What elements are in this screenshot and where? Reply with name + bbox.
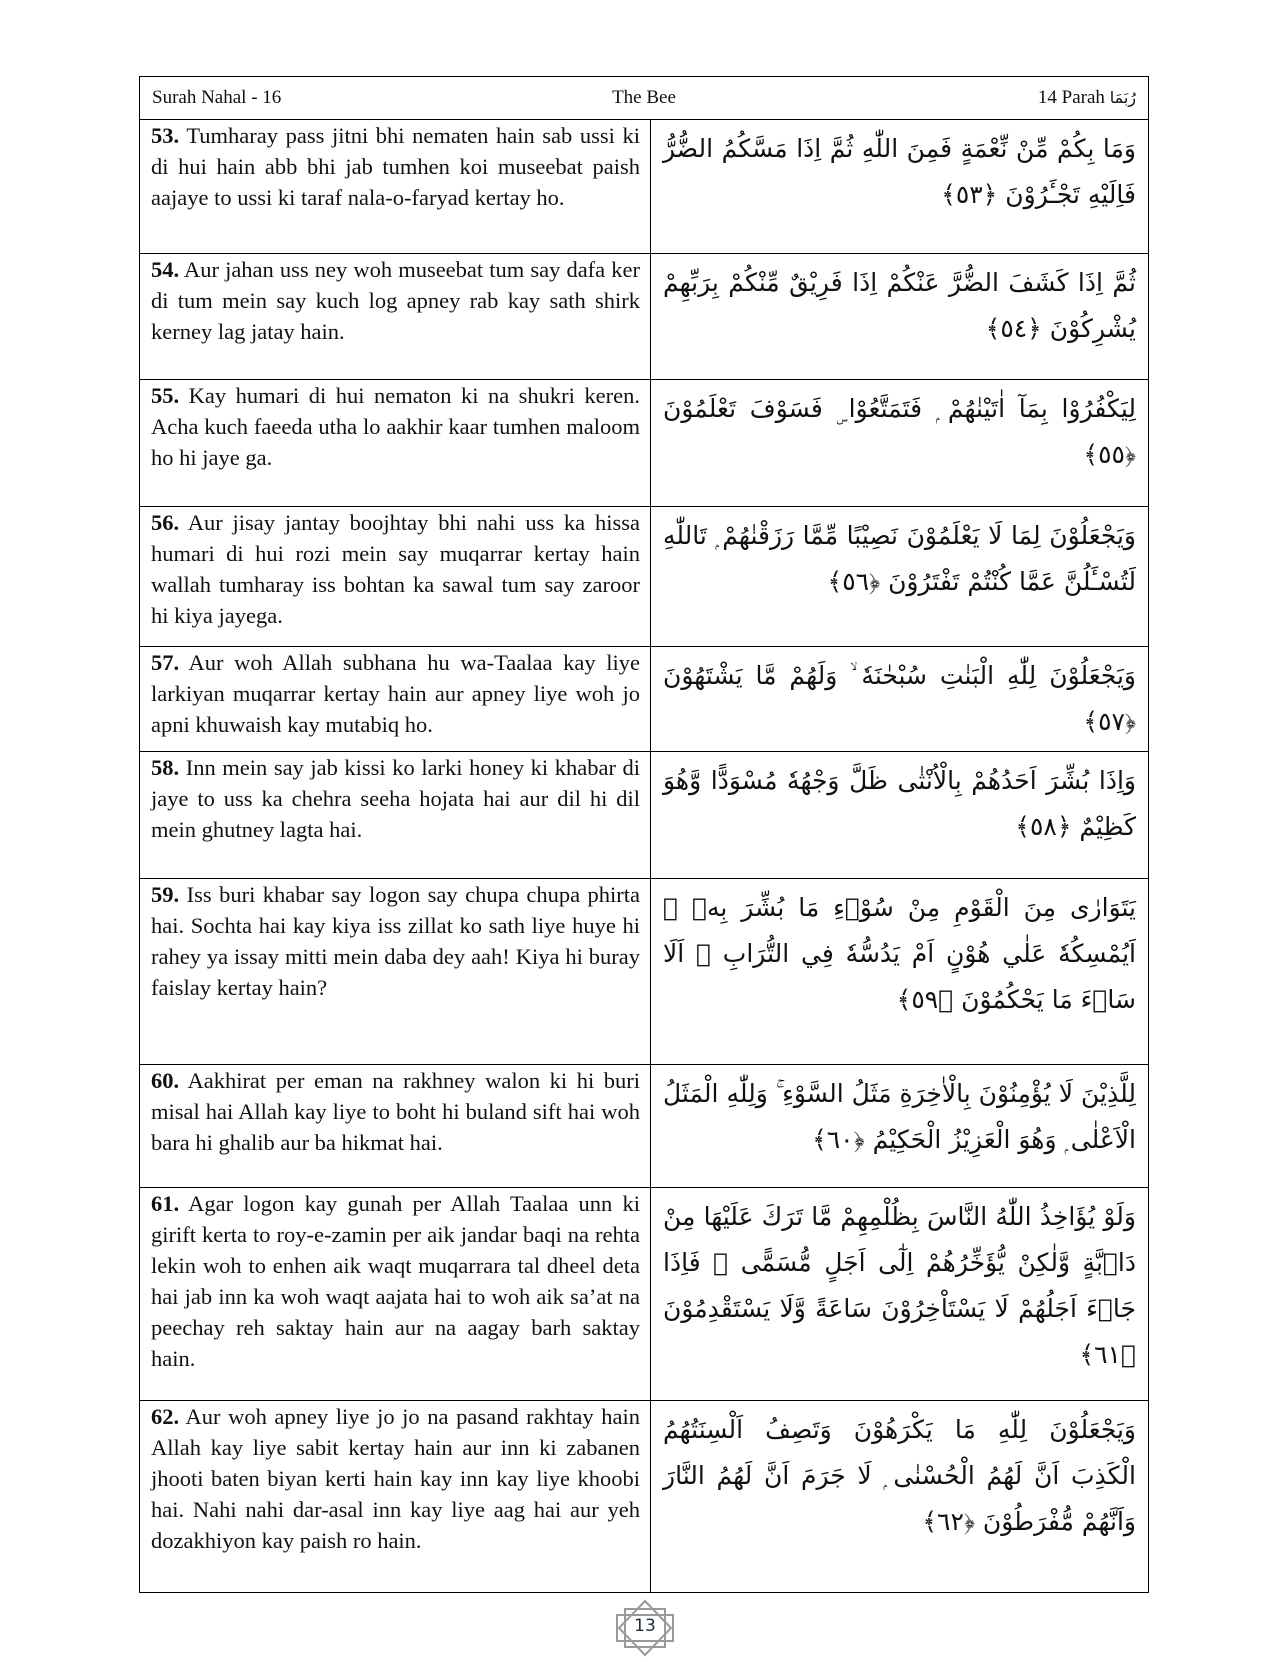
verse-number: 53. (151, 123, 180, 148)
surah-english-name: The Bee (612, 87, 676, 108)
arabic-verse: وَيَجْعَلُوْنَ لِمَا لَا يَعْلَمُوْنَ نَصِيْبًا مِّمَّا رَزَقْنٰهُمْ ۭ تَاللّٰهِ لَتُسْـَٔلُنَّ عَمَّا كُنْتُمْ تَفْتَرُوْنَ ﴿٥٦﴾ (663, 521, 1136, 596)
translation-cell (140, 254, 651, 379)
translation-cell (140, 1188, 651, 1400)
page-number: 13 (634, 1616, 656, 1636)
translation-cell (140, 1065, 651, 1187)
verse-row (140, 1065, 1148, 1188)
translation-cell (140, 120, 651, 253)
translation-cell (140, 380, 651, 506)
translation-text: Aur woh Allah subhana hu wa-Taalaa kay liye larkiyan muqarrar kertay hain aur apney liye woh jo apni khuwaish kay mutabiq ho. (151, 650, 641, 737)
arabic-verse: يَتَوَارٰى مِنَ الْقَوْمِ مِنْ سُوْۗءِ مَا بُشِّرَ بِهٖ ۭ اَيُمْسِكُهٗ عَلٰي هُوْنٍ اَمْ يَدُسُّهٗ فِي التُّرَابِ ۭ اَلَا سَاۗءَ مَا يَحْكُمُوْنَ ﴿٥٩﴾ (663, 893, 1136, 1014)
translation-text: Inn mein say jab kissi ko larki honey ki khabar di jaye to uss ka chehra seeha hojata hai aur dil hi dil mein ghutney lagta hai. (151, 755, 641, 842)
verse-number: 58. (151, 755, 180, 780)
surah-title: Surah Nahal - 16 (152, 87, 282, 108)
translation-text: Kay humari di hui nematon ki na shukri keren. Acha kuch faeeda utha lo aakhir kaar tumhen maloom ho hi jaye ga. (151, 383, 640, 470)
parah-label (808, 87, 1136, 109)
arabic-verse: ثُمَّ اِذَا كَشَفَ الضُّرَّ عَنْكُمْ اِذَا فَرِيْقٌ مِّنْكُمْ بِرَبِّهِمْ يُشْرِكُوْنَ ﴿٥٤﴾ (663, 268, 1136, 343)
translation-text: Aur jisay jantay boojhtay bhi nahi uss ka hissa humari di hui rozi mein say muqarrar kertay hain wallah tumharay iss bohtan ka sawal tum say zaroor hi kiya jayega. (151, 510, 640, 628)
page-number-badge (615, 1599, 675, 1657)
verse-row (140, 879, 1148, 1065)
arabic-verse: لِيَكْفُرُوْا بِمَآ اٰتَيْنٰهُمْ ۭ فَتَمَتَّعُوْا ۣ فَسَوْفَ تَعْلَمُوْنَ ﴿٥٥﴾ (663, 394, 1136, 469)
translation-cell (140, 752, 651, 878)
verse-number: 59. (151, 882, 180, 907)
verse-number: 62. (151, 1404, 180, 1429)
parah-number: 14 Parah (1037, 87, 1105, 108)
verse-number: 61. (151, 1191, 180, 1216)
arabic-verse: وَيَجْعَلُوْنَ لِلّٰهِ مَا يَكْرَهُوْنَ وَتَصِفُ اَلْسِنَتُهُمُ الْكَذِبَ اَنَّ لَهُمُ الْحُسْنٰى ۭ لَا جَرَمَ اَنَّ لَهُمُ النَّارَ وَاَنَّهُمْ مُّفْرَطُوْنَ ﴿٦٢﴾ (663, 1415, 1136, 1536)
translation-cell (140, 507, 651, 646)
verse-row (140, 647, 1148, 752)
verse-row (140, 380, 1148, 507)
translation-text: Iss buri khabar say logon say chupa chupa phirta hai. Sochta hai kay kiya iss zillat ko sath liye huye hi rahey ya issay mitti mein daba dey aah! Kiya hi buray faislay kertay hain? (151, 882, 641, 1000)
verse-row (140, 752, 1148, 879)
verse-number: 54. (151, 257, 180, 282)
verse-number: 60. (151, 1068, 180, 1093)
translation-text: Tumharay pass jitni bhi nematen hain sab ussi ki di hui hain abb bhi jab tumhen koi museebat paish aajaye to ussi ki taraf nala-o-faryad kertay ho. (151, 123, 641, 210)
translation-text: Agar logon kay gunah per Allah Taalaa unn ki girift kerta to roy-e-zamin per aik jandar baqi na rehta lekin woh to enhen aik waqt muqarrara tal dheel deta hai jab inn ka woh waqt aajata hai to woh aik sa’at na peechay reh saktay hain aur na aagay barh saktay hain. (151, 1191, 640, 1371)
verse-number: 55. (151, 383, 180, 408)
arabic-verse: وَمَا بِكُمْ مِّنْ نِّعْمَةٍ فَمِنَ اللّٰهِ ثُمَّ اِذَا مَسَّكُمُ الضُّرُّ فَاِلَيْهِ تَجْـَٔرُوْنَ ﴿٥٣﴾ (663, 134, 1136, 209)
verse-number: 57. (151, 650, 180, 675)
translation-text: Aur woh apney liye jo jo na pasand rakhtay hain Allah kay liye sabit kertay hain aur inn ki zabanen jhooti baten biyan kerti hain kay inn kay liye khoobi hai. Nahi nahi dar-asal inn kay liye aag hai aur yeh dozakhiyon kay paish ro hain. (151, 1404, 640, 1553)
verse-row (140, 120, 1148, 254)
parah-arabic-name: رُبَمَا (1109, 88, 1136, 107)
translation-text: Aakhirat per eman na rakhney walon ki hi buri misal hai Allah kay liye to boht hi buland sift hai woh bara hi ghalib aur ba hikmat hai. (151, 1068, 641, 1155)
arabic-verse: لِلَّذِيْنَ لَا يُؤْمِنُوْنَ بِالْاٰخِرَةِ مَثَلُ السَّوْءِ ۚ وَلِلّٰهِ الْمَثَلُ الْاَعْلٰى ۭ وَهُوَ الْعَزِيْزُ الْحَكِيْمُ ﴿٦٠﴾ (663, 1079, 1136, 1154)
translation-cell (140, 879, 651, 1064)
page-header (140, 77, 1148, 120)
verse-row (140, 254, 1148, 380)
translation-cell (140, 1401, 651, 1592)
arabic-verse: وَيَجْعَلُوْنَ لِلّٰهِ الْبَنٰتِ سُبْحٰنَهٗ ۙ وَلَهُمْ مَّا يَشْتَهُوْنَ ﴿٥٧﴾ (663, 661, 1136, 736)
translation-text: Aur jahan uss ney woh museebat tum say dafa ker di tum mein say kuch log apney rab kay sath shirk kerney lag jatay hain. (151, 257, 640, 344)
arabic-verse: وَاِذَا بُشِّرَ اَحَدُهُمْ بِالْاُنْثٰى ظَلَّ وَجْهُهٗ مُسْوَدًّا وَّهُوَ كَظِيْمٌ ﴿٥٨﴾ (663, 766, 1136, 841)
verse-row (140, 507, 1148, 647)
translation-cell (140, 647, 651, 751)
verse-row (140, 1401, 1148, 1592)
verse-number: 56. (151, 510, 180, 535)
verse-row (140, 1188, 1148, 1401)
arabic-verse: وَلَوْ يُؤَاخِذُ اللّٰهُ النَّاسَ بِظُلْمِهِمْ مَّا تَرَكَ عَلَيْهَا مِنْ دَاۗبَّةٍ وَّلٰكِنْ يُّؤَخِّرُهُمْ اِلٰٓى اَجَلٍ مُّسَمًّى ۚ فَاِذَا جَاۗءَ اَجَلُهُمْ لَا يَسْتَاْخِرُوْنَ سَاعَةً وَّلَا يَسْتَقْدِمُوْنَ ﴿٦١﴾ (663, 1202, 1136, 1369)
page-table (139, 76, 1149, 1593)
